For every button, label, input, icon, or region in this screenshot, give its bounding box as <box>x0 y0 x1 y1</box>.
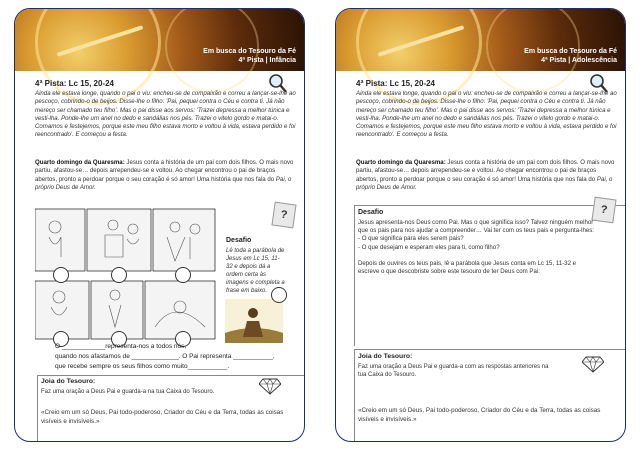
quaresma-text: Quarto domingo da Quaresma: Jesus conta a história de um pai com dois filhos. O mais novo partiu, afastou-se… depois arrependeu-se e voltou. Ao chegar encontrou o pai de braços abertos, pronto a perdoar porque o seu coração é só amor! Uma história que nos fala do Pai, o próprio Deus de Amor. <box>35 159 294 191</box>
question-card-icon: ? <box>271 202 296 229</box>
diamond-icon <box>259 377 281 395</box>
compass-banner <box>15 9 304 71</box>
fill-line-2[interactable]: quando nos afastamos de _____________. O Pai representa ___________, <box>55 353 275 360</box>
story-text: Ainda ele estava longe, quando o pai o viu: encheu-se de compaixão e correu a lançar-se-lhe ao pescoço, cobrindo-o de beijos. Disse-lhe o filho: 'Pai, pequei contra o Céu e contra ti. Já não mereço ser chamado teu filho'. Mas o pai disse aos servos: 'Trazei depressa a melhor túnica e vesti-lha. Ponde-lhe um anel no dedo e sandálias nos pés. Trazei o vitelo gordo e matai-o. Comamos e festejemos, porque este meu filho estava morto e voltou à vida, estava perdido e foi reencontrado'. E começou a festa. <box>356 90 617 139</box>
fill-line-3[interactable]: que recebe sempre os seus filhos como muito___________. <box>55 363 230 370</box>
desafio-text: Lê toda a parábola de Jesus em Lc 15, 11-32 e depois dá a ordem certa às imagens e completa a frase em baixo. <box>226 248 285 294</box>
credo-text: «Creio em um só Deus, Pai todo-poderoso, Criador do Céu e da Terra, todas as coisas visíveis e invisíveis.» <box>358 407 601 423</box>
joia-text: Faz uma oração a Deus Pai e guarda-a com as respostas anteriores na tua Caixa do Tesouro. <box>358 364 549 378</box>
banner-title: Em busca do Tesouro da Fé 4ª Pista | Adolescência <box>524 48 617 64</box>
credo-text: «Creio em um só Deus, Pai todo-poderoso, Criador do Céu e da Terra, todas as coisas visíveis e invisíveis.» <box>41 409 284 425</box>
card-infancia <box>14 8 305 442</box>
shepherd-picture <box>225 299 283 343</box>
quaresma-text: Quarto domingo da Quaresma: Jesus conta a história de um pai com dois filhos. O mais novo partiu, afastou-se… depois arrependeu-se e voltou. Ao chegar encontrou o pai de braços abertos, pronto a perdoar porque o seu coração é só amor! Uma história que nos fala do Pai, o próprio Deus de Amor. <box>356 159 615 191</box>
pista-heading: 4ª Pista: Lc 15, 20-24 <box>356 79 436 88</box>
joia-title: Joia do Tesouro: <box>358 353 413 360</box>
joia-title: Joia do Tesouro: <box>41 378 96 385</box>
fill-line-1[interactable]: O ____________representa-nos a todos nós, <box>55 343 187 350</box>
diamond-icon <box>582 355 604 373</box>
desafio-title: Desafio <box>358 209 384 216</box>
story-text: Ainda ele estava longe, quando o pai o viu: encheu-se de compaixão e correu a lançar-se-lhe ao pescoço, cobrindo-o de beijos. Disse-lhe o filho: 'Pai, pequei contra o Céu e contra ti. Já não mereço ser chamado teu filho'. Mas o pai disse aos servos: 'Trazei depressa a melhor túnica e vesti-lha. Ponde-lhe um anel no dedo e sandálias nos pés. Trazei o vitelo gordo e matai-o. Comamos e festejemos, porque este meu filho estava morto e voltou à vida, estava perdido e foi reencontrado'. E começou a festa. <box>35 90 296 139</box>
comic-panels <box>35 207 219 343</box>
question-card-icon: ? <box>591 197 616 224</box>
pista-heading: 4ª Pista: Lc 15, 20-24 <box>35 79 115 88</box>
joia-text: Faz uma oração a Deus Pai e guarda-a na tua Caixa do Tesouro. <box>41 389 215 395</box>
compass-banner <box>336 9 625 71</box>
desafio-title: Desafio <box>226 237 252 244</box>
card-adolescencia <box>335 8 626 442</box>
desafio-text: Jesus apresenta-nos Deus como Pai. Mas o que significa isso? Talvez ninguém melhor que os pais para nos ajudar a compreender… Vai ter com os teus pais e pergunta-lhes: - O que significa para eles serem pais? - O que desejam e esperam eles para ti, como filho? Depois de ouvires os teus pais, lê a parábola que Jesus conta em Lc 15, 11-32 e escreve o que descobriste sobre este tesouro de ter Deus com Pai: <box>358 219 594 276</box>
banner-title: Em busca do Tesouro da Fé 4ª Pista | Infância <box>203 48 296 64</box>
